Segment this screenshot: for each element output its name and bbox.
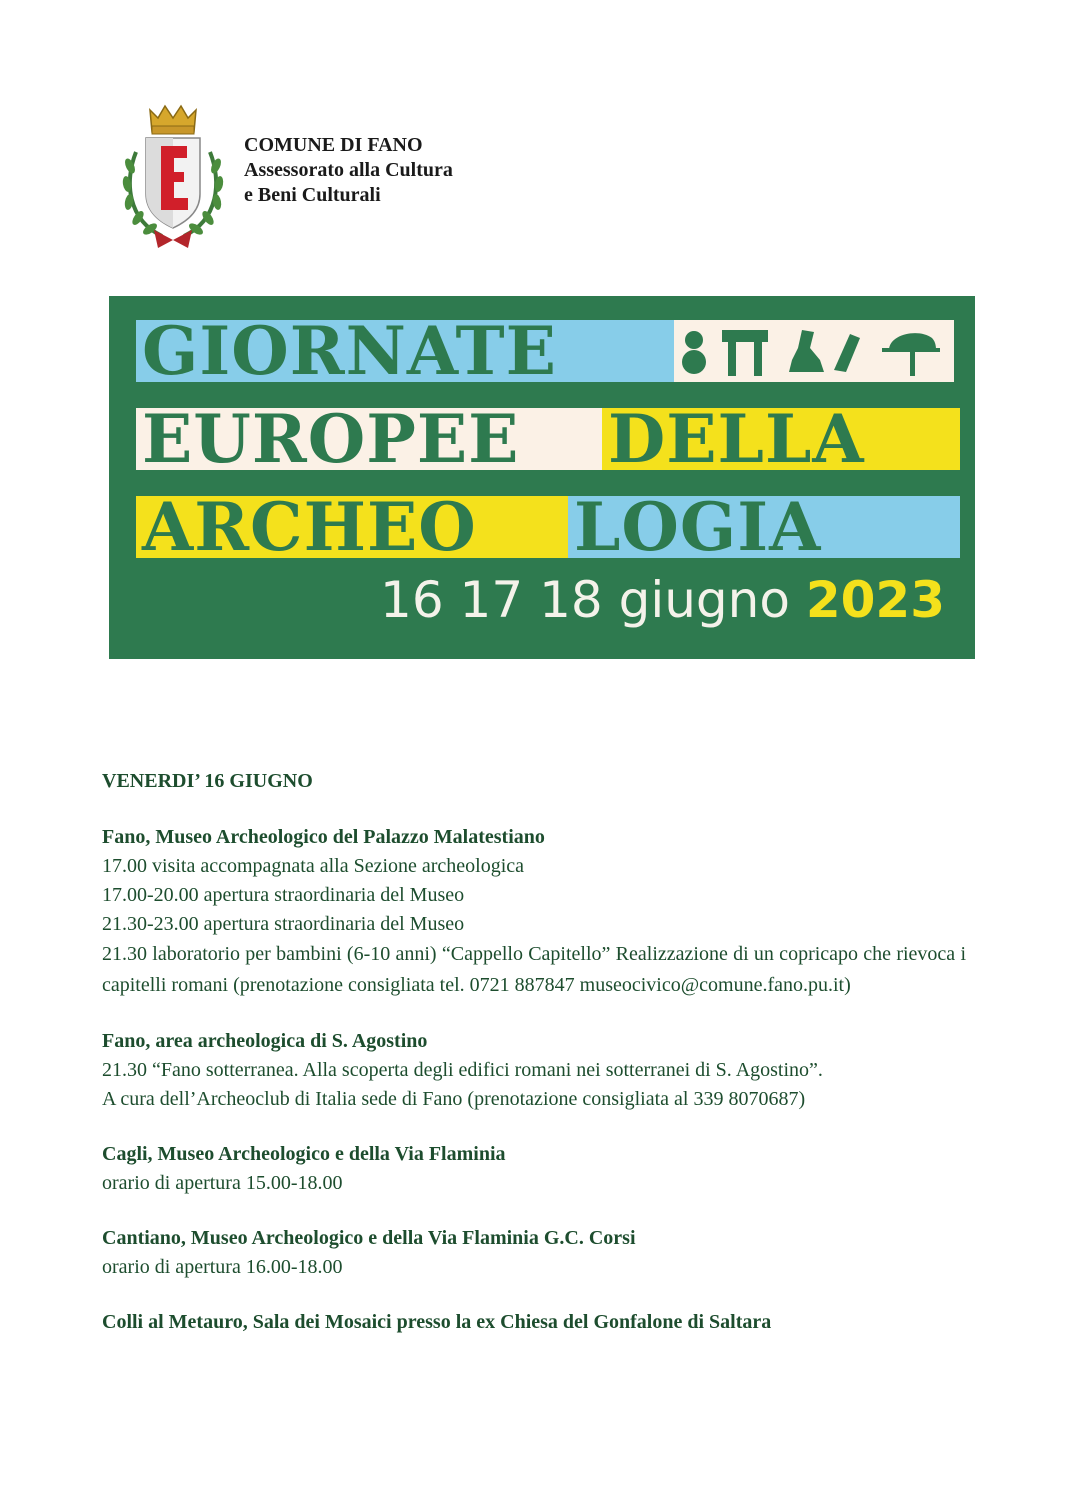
event-dates <box>380 570 945 630</box>
venue-line: A cura dell’Archeoclub di Italia sede di Fano (prenotazione consigliata al 339 8070687) <box>102 1088 806 1110</box>
venue-title: Fano, area archeologica di S. Agostino <box>102 1030 428 1052</box>
venue-block <box>102 1224 966 1282</box>
banner-row-3 <box>136 496 960 558</box>
venue-block <box>102 823 966 1001</box>
program <box>102 770 966 1363</box>
venue-line: 21.30 laboratorio per bambini (6-10 anni) “Cappello Capitello” Realizzazione di un copricapo che rievoca i capitelli romani (prenotazione consigliata tel. 0721 887847 museocivico@comune.fano.pu.it) <box>102 943 966 996</box>
org-department: Assessorato alla Cultura <box>244 159 453 181</box>
banner-word-giornate: GIORNATE <box>136 320 674 382</box>
banner-word-archeo: ARCHEO <box>136 496 568 558</box>
venue-line: orario di apertura 15.00-18.00 <box>102 1172 343 1194</box>
venue-line: 21.30 “Fano sotterranea. Alla scoperta degli edifici romani nei sotterranei di S. Agostino”. <box>102 1059 823 1081</box>
event-days: 16 17 18 giugno <box>380 571 790 629</box>
venue-line: 17.00 visita accompagnata alla Sezione archeologica <box>102 855 525 877</box>
venue-title: Fano, Museo Archeologico del Palazzo Malatestiano <box>102 826 545 848</box>
banner-word-della: DELLA <box>602 408 960 470</box>
venue-title: Colli al Metauro, Sala dei Mosaici presso la ex Chiesa del Gonfalone di Saltara <box>102 1311 772 1333</box>
venue-line: 21.30-23.00 apertura straordinaria del Museo <box>102 913 465 935</box>
venue-line: 17.00-20.00 apertura straordinaria del Museo <box>102 884 465 906</box>
program-day-heading: VENERDI’ 16 GIUGNO <box>102 770 313 792</box>
venue-line: orario di apertura 16.00-18.00 <box>102 1256 343 1278</box>
artifacts-icon <box>674 320 954 382</box>
venue-block <box>102 1140 966 1198</box>
venue-title: Cagli, Museo Archeologico e della Via Flaminia <box>102 1143 506 1165</box>
coat-of-arms-icon <box>114 102 232 252</box>
venue-title: Cantiano, Museo Archeologico e della Via Flaminia G.C. Corsi <box>102 1227 636 1249</box>
banner-word-logia: LOGIA <box>568 496 960 558</box>
banner-artifact-icons <box>674 320 954 382</box>
event-year: 2023 <box>805 571 945 629</box>
banner-row-1 <box>136 320 954 382</box>
banner-word-europee: EUROPEE <box>136 408 602 470</box>
venue-block <box>102 1308 966 1337</box>
organisation-block <box>244 133 453 208</box>
org-name: COMUNE DI FANO <box>244 134 423 156</box>
event-banner <box>109 296 975 659</box>
org-department-cont: e Beni Culturali <box>244 184 381 206</box>
banner-row-2 <box>136 408 960 470</box>
venue-block <box>102 1027 966 1114</box>
